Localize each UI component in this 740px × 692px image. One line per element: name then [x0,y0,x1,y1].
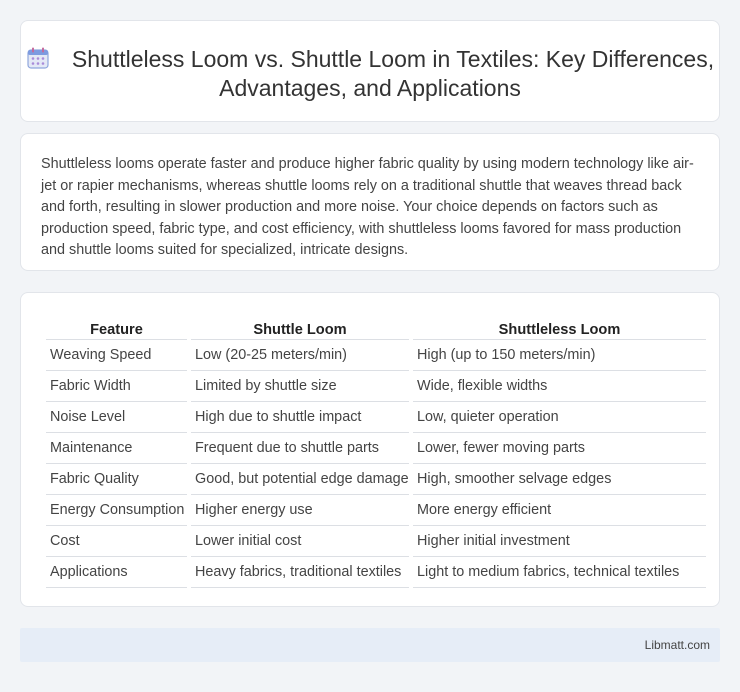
footer-bar [20,628,720,662]
table-cell: Wide, flexible widths [413,371,706,402]
table-row [46,464,706,495]
table-cell: More energy efficient [413,495,706,526]
calendar-icon [26,46,50,70]
table-row [46,402,706,433]
column-header-feature: Feature [46,314,187,340]
table-cell: Higher energy use [191,495,409,526]
summary-card [20,133,720,271]
table-cell: Low, quieter operation [413,402,706,433]
table-cell: High due to shuttle impact [191,402,409,433]
column-header-shuttle-loom: Shuttle Loom [191,314,409,340]
title-wrap [21,45,719,103]
table-row [46,526,706,557]
page-title-text: Shuttleless Loom vs. Shuttle Loom in Textiles: Key Differences, Advantages, and Applications [71,46,715,101]
table-cell: Weaving Speed [46,340,187,371]
table-cell: Higher initial investment [413,526,706,557]
footer-site-link[interactable]: Libmatt.com [644,638,710,652]
table-row [46,495,706,526]
summary-paragraph: Shuttleless looms operate faster and produce higher fabric quality by using modern technology like air-jet or rapier mechanisms, whereas shuttle looms rely on a traditional shuttle that weaves thread back and forth, resulting in slower production and more noise. Your choice depends on factors such as production speed, fabric type, and cost efficiency, with shuttleless looms favored for mass production and shuttle looms suited for specialized, intricate designs. [41,156,694,258]
table-cell: Maintenance [46,433,187,464]
table-card [20,292,720,607]
table-cell: Lower, fewer moving parts [413,433,706,464]
table-cell: Noise Level [46,402,187,433]
table-cell: High (up to 150 meters/min) [413,340,706,371]
table-row [46,340,706,371]
table-cell: Energy Consumption [46,495,187,526]
table-cell: Low (20-25 meters/min) [191,340,409,371]
table-cell: Fabric Width [46,371,187,402]
table-cell: Frequent due to shuttle parts [191,433,409,464]
table-cell: Light to medium fabrics, technical textiles [413,557,706,588]
column-header-shuttleless-loom: Shuttleless Loom [413,314,706,340]
table-row [46,433,706,464]
table-header-row [46,314,706,340]
table-cell: High, smoother selvage edges [413,464,706,495]
table-cell: Applications [46,557,187,588]
comparison-table [42,314,710,588]
table-cell: Cost [46,526,187,557]
table-cell: Limited by shuttle size [191,371,409,402]
table-row [46,557,706,588]
table-cell: Fabric Quality [46,464,187,495]
table-cell: Heavy fabrics, traditional textiles [191,557,409,588]
title-card [20,20,720,122]
table-cell: Lower initial cost [191,526,409,557]
page-title [21,45,719,103]
table-row [46,371,706,402]
table-cell: Good, but potential edge damage [191,464,409,495]
